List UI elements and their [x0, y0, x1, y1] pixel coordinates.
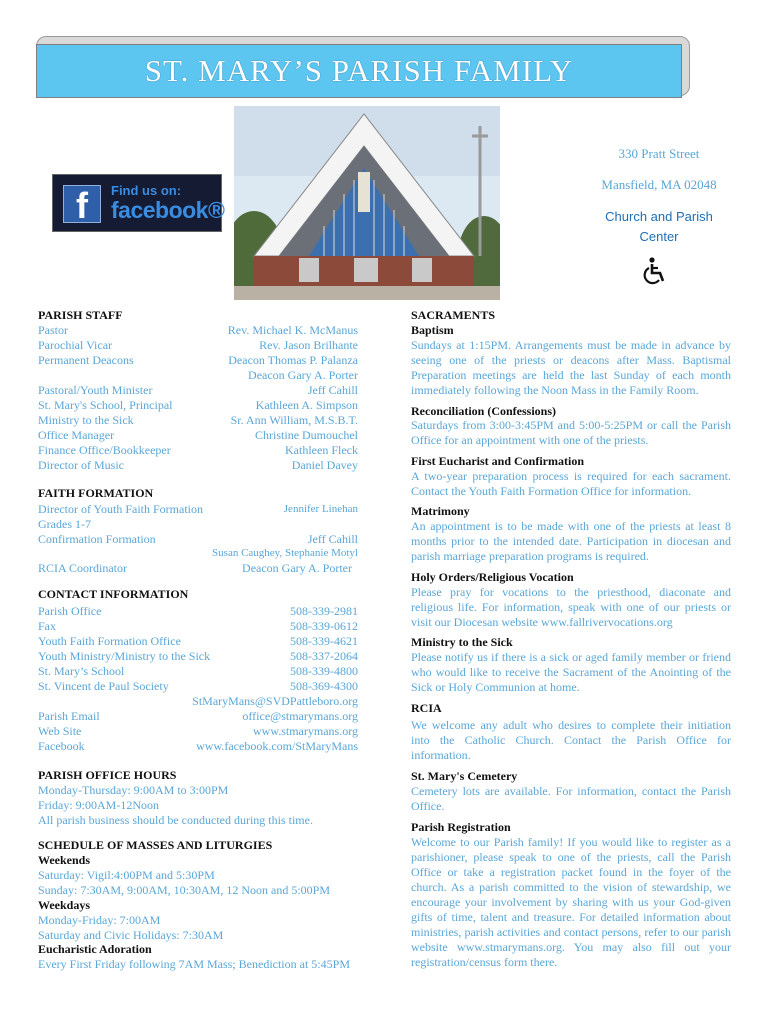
faith-role: RCIA Coordinator [38, 561, 127, 575]
contact-value: 508-369-4300 [290, 679, 358, 693]
staff-name: Jeff Cahill [307, 383, 358, 397]
contact-value: 508-339-2981 [290, 604, 358, 618]
wheelchair-accessible-icon [641, 256, 671, 286]
contact-link[interactable]: www.facebook.com/StMaryMans [196, 739, 358, 753]
contact-heading: CONTACT INFORMATION [38, 587, 189, 601]
hours-line: Friday: 9:00AM-12Noon [38, 798, 159, 812]
adoration-label: Eucharistic Adoration [38, 942, 152, 956]
staff-role: Parochial Vicar [38, 338, 113, 352]
faith-row [38, 561, 358, 576]
address-street: 330 Pratt Street [618, 146, 700, 161]
staff-role: Pastor [38, 323, 68, 337]
weekdays-label: Weekdays [38, 898, 91, 912]
reconciliation-text: Saturdays from 3:00-3:45PM and 5:00-5:25PM or call the Parish Office for an appointment with one of the priests. [411, 418, 731, 447]
staff-role: Permanent Deacons [38, 353, 134, 367]
staff-name: Deacon Thomas P. Palanza [228, 353, 358, 367]
mass-weekday: Monday-Friday: 7:00AM [38, 913, 161, 927]
faith-grades: Grades 1-7 [38, 517, 91, 531]
staff-name: Sr. Ann William, M.S.B.T. [230, 413, 358, 427]
contact-row [38, 619, 358, 634]
registration-text: Welcome to our Parish family! If you would like to register as a parishioner, please speak to one of the priests, call the Parish Office or take a registration packet found in the foyer of the church. As a parish committed to the vision of stewardship, we encourage your involvement by sharing with us your God-given gifts of time, talent and treasure. For detailed information about ministries, parish activities and contact persons, refer to our parish website www.stmarymans.org. You may also fill out your registration/census form there. [411, 835, 731, 969]
staff-role: St. Mary's School, Principal [38, 398, 173, 412]
contact-email[interactable]: office@stmarymans.org [242, 709, 358, 723]
sick-title: Ministry to the Sick [411, 635, 513, 649]
staff-row [38, 383, 358, 398]
staff-row [38, 338, 358, 353]
faith-name: Jennifer Linehan [283, 503, 358, 515]
contact-row [38, 709, 358, 724]
faith-name: Jeff Cahill [307, 532, 358, 546]
contact-label: Web Site [38, 724, 82, 738]
center-line2: Center [639, 229, 679, 244]
contact-label: Facebook [38, 739, 85, 753]
contact-row [38, 694, 358, 709]
contact-link[interactable]: www.stmarymans.org [253, 724, 358, 738]
eucharist-text: A two-year preparation process is required for each sacrament. Contact the Youth Faith Formation Office for information. [411, 469, 731, 498]
staff-role: Finance Office/Bookkeeper [38, 443, 171, 457]
sick-text: Please notify us if there is a sick or aged family member or friend who would like to receive the Sacrament of the Anointing of the Sick or Holy Communion at home. [411, 650, 731, 694]
staff-name: Deacon Gary A. Porter [248, 368, 358, 382]
sacraments-heading: SACRAMENTS [411, 308, 496, 322]
eucharist-title: First Eucharist and Confirmation [411, 454, 585, 468]
contact-value: 508-339-4621 [290, 634, 358, 648]
staff-row [38, 398, 358, 413]
staff-row [38, 323, 358, 338]
contact-row [38, 664, 358, 679]
page-title: ST. MARY’S PARISH FAMILY [144, 53, 574, 88]
faith-heading: FAITH FORMATION [38, 486, 154, 500]
staff-name: Rev. Michael K. McManus [227, 323, 358, 337]
weekends-label: Weekends [38, 853, 91, 867]
staff-name: Christine Dumouchel [255, 428, 358, 442]
contact-label: St. Mary’s School [38, 664, 125, 678]
contact-label: St. Vincent de Paul Society [38, 679, 169, 693]
contact-label: Parish Office [38, 604, 102, 618]
faith-row [38, 502, 358, 517]
masses-heading: SCHEDULE OF MASSES AND LITURGIES [38, 838, 273, 852]
faith-name: Susan Caughey, Stephanie Motyl [212, 547, 358, 559]
contact-row [38, 649, 358, 664]
mass-saturday: Saturday: Vigil:4:00PM and 5:30PM [38, 868, 215, 882]
contact-value: 508-337-2064 [290, 649, 358, 663]
address-city: Mansfield, MA 02048 [601, 177, 717, 192]
faith-row [38, 532, 358, 547]
contact-value: 508-339-4800 [290, 664, 358, 678]
registration-title: Parish Registration [411, 820, 511, 834]
faith-role: Director of Youth Faith Formation [38, 502, 203, 516]
matrimony-title: Matrimony [411, 504, 470, 518]
hours-line: All parish business should be conducted during this time. [38, 813, 313, 827]
baptism-title: Baptism [411, 323, 454, 337]
staff-row [38, 428, 358, 443]
contact-label: Fax [38, 619, 56, 633]
facebook-icon: f [63, 185, 101, 223]
baptism-text: Sundays at 1:15PM. Arrangements must be made in advance by seeing one of the priests or deacons after Mass. Baptismal Preparation meetings are held the last Sunday of each month immediately following the Noon Mass in the Family Room. [411, 338, 731, 397]
staff-name: Kathleen Fleck [285, 443, 358, 457]
staff-row [38, 458, 358, 473]
staff-role: Director of Music [38, 458, 124, 472]
staff-role: Office Manager [38, 428, 115, 442]
contact-row [38, 739, 358, 754]
cemetery-title: St. Mary's Cemetery [411, 769, 518, 783]
staff-role: Pastoral/Youth Minister [38, 383, 153, 397]
mass-sunday: Sunday: 7:30AM, 9:00AM, 10:30AM, 12 Noon and 5:00PM [38, 883, 331, 897]
staff-name: Daniel Davey [291, 458, 358, 472]
adoration-text: Every First Friday following 7AM Mass; Benediction at 5:45PM [38, 957, 350, 971]
matrimony-text: An appointment is to be made with one of the priests at least 8 months prior to the intended date. Participation in diocesan and parish marriage preparation programs is required. [411, 519, 731, 563]
orders-title: Holy Orders/Religious Vocation [411, 570, 574, 584]
staff-role: Ministry to the Sick [38, 413, 134, 427]
contact-label: Parish Email [38, 709, 100, 723]
rcia-title: RCIA [411, 701, 442, 715]
staff-name: Kathleen A. Simpson [255, 398, 358, 412]
contact-row [38, 634, 358, 649]
staff-row [38, 353, 358, 368]
orders-text: Please pray for vocations to the priesthood, diaconate and religious life. For information, speak with one of our priests or visit our Diocesan website www.fallrivervocations.org [411, 585, 731, 629]
contact-row [38, 724, 358, 739]
contact-label: Youth Faith Formation Office [38, 634, 181, 648]
faith-name: Deacon Gary A. Porter [242, 561, 352, 575]
staff-row [38, 443, 358, 458]
rcia-text: We welcome any adult who desires to complete their initiation into the Catholic Church. Contact the Parish Office for information. [411, 718, 731, 762]
title-banner [36, 44, 682, 98]
facebook-brand: facebook® [111, 197, 225, 223]
staff-row [38, 413, 358, 428]
staff-name: Rev. Jason Brilhante [259, 338, 358, 352]
mass-saturday-civic: Saturday and Civic Holidays: 7:30AM [38, 928, 224, 942]
center-line1: Church and Parish [605, 209, 713, 224]
facebook-badge[interactable] [52, 174, 225, 232]
church-photo [234, 106, 500, 300]
contact-email[interactable]: StMaryMans@SVDPattleboro.org [192, 694, 358, 708]
cemetery-text: Cemetery lots are available. For information, contact the Parish Office. [411, 784, 731, 813]
hours-heading: PARISH OFFICE HOURS [38, 768, 177, 782]
staff-row [38, 368, 358, 383]
contact-row [38, 604, 358, 619]
facebook-find-us: Find us on: [111, 183, 182, 198]
contact-row [38, 679, 358, 694]
reconciliation-title: Reconciliation (Confessions) [411, 404, 556, 418]
hours-line: Monday-Thursday: 9:00AM to 3:00PM [38, 783, 229, 797]
faith-role: Confirmation Formation [38, 532, 156, 546]
contact-value: 508-339-0612 [290, 619, 358, 633]
contact-label: Youth Ministry/Ministry to the Sick [38, 649, 211, 663]
staff-heading: PARISH STAFF [38, 308, 123, 322]
